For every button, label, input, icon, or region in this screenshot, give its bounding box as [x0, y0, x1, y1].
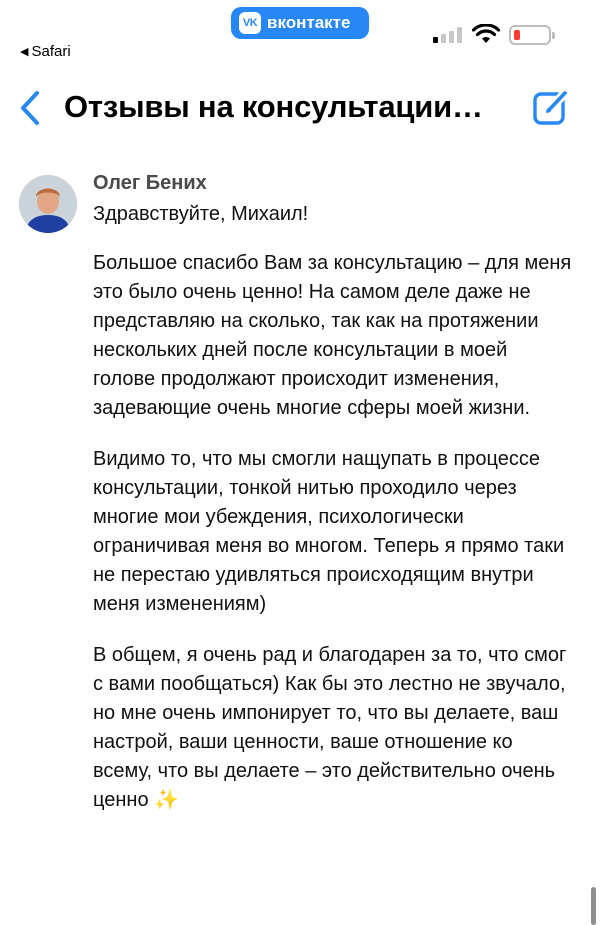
vk-app-pill[interactable] [231, 7, 369, 39]
sparkles-icon: ✨ [154, 789, 180, 811]
avatar-photo [19, 175, 77, 233]
back-to-safari-link[interactable] [20, 43, 71, 60]
vk-app-name: вконтакте [267, 13, 351, 32]
battery-level [514, 30, 520, 40]
wifi-icon [472, 24, 500, 44]
vk-logo-icon: VK [239, 12, 261, 34]
status-bar [0, 0, 600, 70]
cellular-signal-icon [433, 27, 463, 43]
paragraph-3-text: В общем, я очень рад и благодарен за то, что смог с вами пообщаться) Как бы это лестно не звучало, но мне очень импонирует то, что вы делаете, ваш настрой, ваши ценности, ваше отношение ко всему, что вы делаете – это действительно очень ценно [93, 644, 567, 811]
back-triangle-icon: ◀ [20, 46, 29, 58]
paragraph-3 [93, 641, 573, 815]
navigation-bar [0, 70, 600, 148]
paragraph-2: Видимо то, что мы смогли нащупать в процессе консультации, тонкой нитью проходило через многие мои убеждения, психологически ограничивая меня во многом. Теперь я прямо таки не перестаю удивляться происходящим внутри меня изменениям) [93, 448, 565, 615]
compose-icon[interactable] [532, 87, 572, 127]
chevron-left-icon[interactable] [18, 90, 42, 126]
avatar[interactable] [19, 175, 77, 233]
back-app-label: Safari [31, 43, 71, 60]
post-content [93, 200, 573, 837]
greeting-text: Здравствуйте, Михаил! [93, 203, 309, 225]
author-name[interactable]: Олег Бених [93, 172, 207, 194]
page-title: Отзывы на консультации… [64, 89, 483, 124]
battery-icon [509, 25, 551, 45]
paragraph-1: Большое спасибо Вам за консультацию – для меня это было очень ценно! На самом деле даже не представляю на сколько, так как на протяжении нескольких дней после консультации в моей голове продолжают происходит изменения, задевающие очень многие сферы моей жизни. [93, 252, 572, 419]
scrollbar[interactable] [591, 887, 596, 925]
